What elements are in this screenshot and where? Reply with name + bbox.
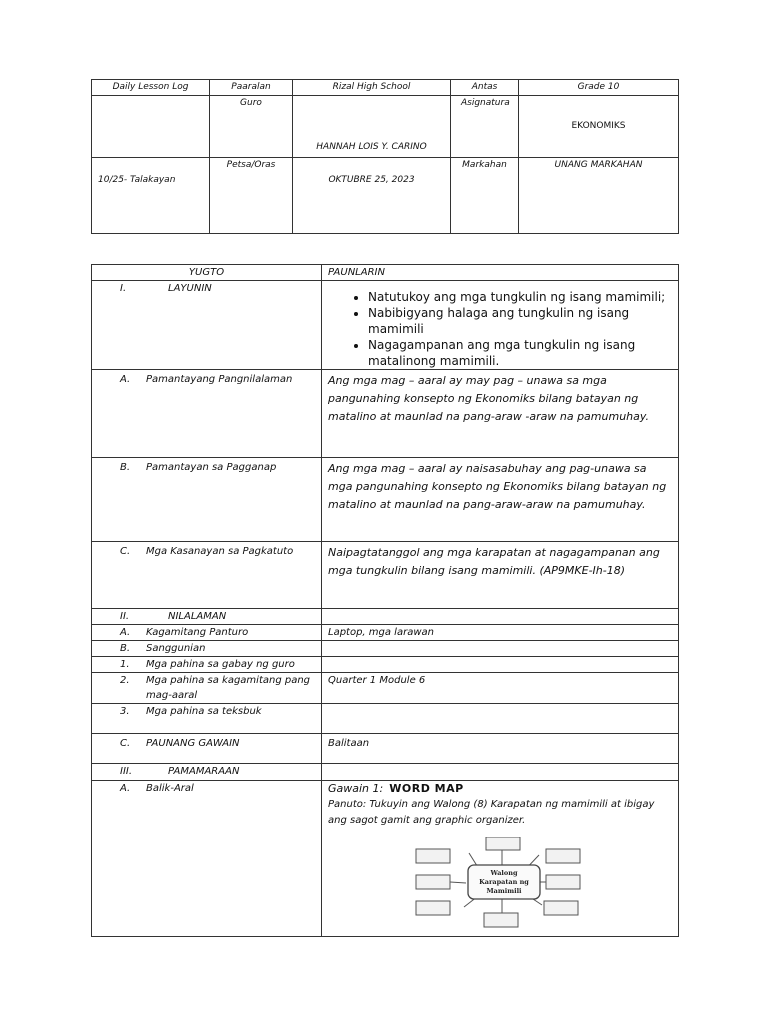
kasanayan-text: Naipagtatanggol ang mga karapatan at nagagampanan ang mga tungkulin bilang isang mamimili. (AP9MKE-Ih-18) [322, 542, 679, 609]
word-map-center-line: Mamimili [486, 887, 522, 895]
sanggunian-value [322, 641, 679, 657]
gabay-guro-label: Mga pahina sa gabay ng guro [146, 659, 295, 670]
balik-aral-content [322, 781, 679, 937]
objective-item: • Nabibigyang halaga ang tungkulin ng isang mamimili [368, 305, 672, 337]
b-num: B. [120, 462, 131, 473]
gabay-num: 1. [120, 659, 130, 670]
sanggunian-num: B. [120, 643, 131, 654]
teksbuk-value [322, 704, 679, 734]
antas-label: Antas [451, 80, 519, 96]
gawain-title [328, 781, 672, 796]
kagamitang-panturo-value: Laptop, mga larawan [322, 625, 679, 641]
lesson-plan-table [91, 264, 679, 937]
pamantayan-pagganap-text: Ang mga mag – aaral ay naisasabuhay ang pag-unawa sa mga pangunahing konsepto ng Ekonomiks bilang batayan ng matalino at maunlad na pang-araw-araw na pamumuhay. [322, 458, 679, 542]
kasanayan-cell [92, 542, 322, 609]
gawain-label: Gawain 1: [328, 782, 384, 795]
grade-level: Grade 10 [519, 80, 679, 96]
paunang-gawain-cell [92, 734, 322, 764]
kagamitang-pang-label: Mga pahina sa kagamitang pang mag-aaral [146, 675, 311, 701]
date-cell [293, 158, 451, 234]
kagamitang-pang-cell [92, 673, 322, 704]
teksbuk-cell [92, 704, 322, 734]
balik-num: A. [120, 783, 131, 794]
layunin-label-cell [92, 281, 322, 370]
gabay-guro-cell [92, 657, 322, 673]
balik-aral-label: Balik-Aral [146, 783, 194, 794]
kagamitang-panturo-cell [92, 625, 322, 641]
word-map-diagram [414, 837, 584, 929]
teacher-cell [293, 96, 451, 158]
word-map-box [484, 913, 518, 927]
word-map-box [546, 849, 580, 863]
paunlarin-header: PAUNLARIN [322, 265, 679, 281]
c-num: C. [120, 546, 131, 557]
word-map-box [544, 901, 578, 915]
kagamitang-num: A. [120, 627, 131, 638]
word-map-center-line: Walong [490, 869, 518, 877]
pamantayang-pangnilalaman-label: Pamantayang Pangnilalaman [146, 374, 293, 385]
guro-label: Guro [210, 96, 293, 158]
lesson-date: OKTUBRE 25, 2023 [328, 175, 415, 185]
pamantayang-pangnilalaman-text: Ang mga mag – aaral ay may pag – unawa sa mga pangunahing konsepto ng Ekonomiks bilang batayan ng matalino at maunlad na pang-araw -araw na pamumuhay. [322, 370, 679, 458]
pamantayan-pagganap-label: Pamantayan sa Pagganap [146, 462, 277, 473]
teksbuk-num: 3. [120, 706, 130, 717]
word-map-box [486, 837, 520, 850]
subject-name: EKONOMIKS [571, 121, 626, 131]
empty-cell [322, 764, 679, 781]
asignatura-label: Asignatura [451, 96, 519, 158]
empty-cell [322, 609, 679, 625]
nilalaman-cell [92, 609, 322, 625]
word-map-box [546, 875, 580, 889]
paunang-gawain-label: PAUNANG GAWAIN [146, 738, 240, 749]
teacher-name: HANNAH LOIS Y. CARINO [316, 142, 427, 152]
a-num: A. [120, 374, 131, 385]
school-name: Rizal High School [293, 80, 451, 96]
paunang-num: C. [120, 738, 131, 749]
yugto-header: YUGTO [92, 265, 322, 281]
session-cell [92, 158, 210, 234]
objective-item: • Natutukoy ang mga tungkulin ng isang mamimili; [368, 289, 672, 305]
sanggunian-label: Sanggunian [146, 643, 206, 654]
word-map-box [416, 901, 450, 915]
panuto-text: Panuto: Tukuyin ang Walong (8) Karapatan ng mamimili at ibigay ang sagot gamit ang graphic organizer. [328, 799, 655, 826]
pamamaraan-cell [92, 764, 322, 781]
markahan-label: Markahan [451, 158, 519, 234]
teksbuk-label: Mga pahina sa teksbuk [146, 706, 262, 717]
quarter-value: UNANG MARKAHAN [519, 158, 679, 234]
layunin-list-cell [322, 281, 679, 370]
kagamitang-pang-value: Quarter 1 Module 6 [322, 673, 679, 704]
word-map-center-line: Karapatan ng [479, 878, 529, 886]
kagamitang-panturo-label: Kagamitang Panturo [146, 627, 249, 638]
kasanayan-label: Mga Kasanayan sa Pagkatuto [146, 546, 294, 557]
word-map-box [416, 875, 450, 889]
blank-cell [92, 96, 210, 158]
paunang-gawain-value: Balitaan [322, 734, 679, 764]
pamamaraan-num: III. [120, 766, 133, 777]
daily-lesson-log-label: Daily Lesson Log [92, 80, 210, 96]
layunin-num: I. [120, 283, 127, 294]
layunin-label: LAYUNIN [168, 283, 212, 294]
gawain-word-map: WORD MAP [389, 782, 464, 795]
header-table [91, 79, 679, 234]
subject-cell [519, 96, 679, 158]
pamantayan-pagganap-cell [92, 458, 322, 542]
nilalaman-label: NILALAMAN [168, 611, 227, 622]
word-map-box [416, 849, 450, 863]
balik-aral-cell [92, 781, 322, 937]
kagamitang-pang-num: 2. [120, 675, 130, 686]
pamamaraan-label: PAMAMARAAN [168, 766, 240, 777]
gabay-guro-value [322, 657, 679, 673]
paaralan-label: Paaralan [210, 80, 293, 96]
sanggunian-cell [92, 641, 322, 657]
pamantayang-pangnilalaman-cell [92, 370, 322, 458]
session-label: 10/25- Talakayan [98, 175, 176, 185]
nilalaman-num: II. [120, 611, 130, 622]
petsa-oras-label: Petsa/Oras [210, 158, 293, 234]
objectives-list [328, 289, 672, 369]
objective-item: • Nagagampanan ang mga tungkulin ng isang matalinong mamimili. [368, 337, 672, 369]
